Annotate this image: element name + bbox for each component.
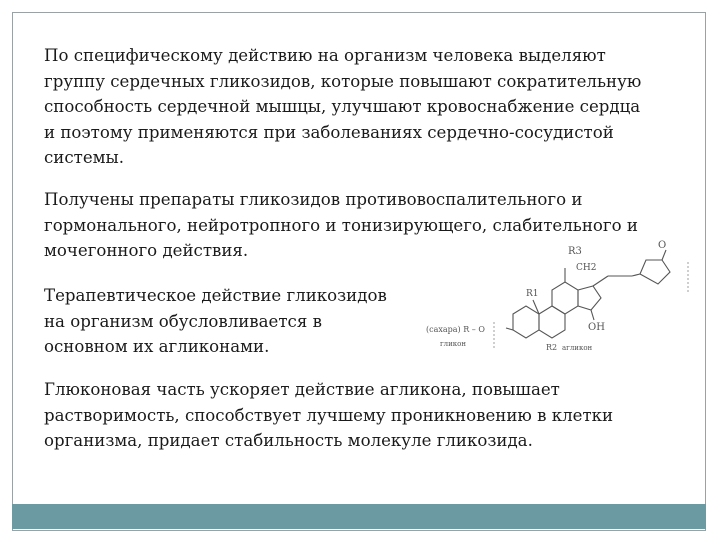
glycoside-structure-diagram — [418, 232, 708, 372]
glycone-label: гликон — [440, 340, 467, 348]
paragraph-glucone-part: Глюконовая часть ускоряет действие агликона, повышает растворимость, способствует лучшему проникновению в клетки организма, придает стабильность молекуле гликозида. — [44, 380, 614, 450]
paragraph-cardiac-glycosides: По специфическому действию на организм человека выделяют группу сердечных гликозидов, которые повышают сократительную способность сердечной мышцы, улучшают кровоснабжение сердца и поэтому применяются при заболеваниях сердечно-сосудистой системы. — [44, 46, 642, 167]
paragraph-glycoside-preparations: Получены препараты гликозидов противовоспалительного и гормонального, нейротропного и тонизирующего, слабительного и мочегонного действия. — [44, 190, 638, 260]
paragraph-therapeutic-action: Терапевтическое действие гликозидов на организм обусловливается в основном их агликонами. — [44, 286, 387, 356]
footer-bar — [12, 504, 706, 529]
oxygen-label: O — [658, 240, 667, 251]
r3-label: R3 — [568, 246, 582, 257]
hydroxyl-label: OH — [588, 322, 605, 333]
r1-label: R1 — [526, 289, 539, 299]
aglycone-label: агликон — [562, 344, 593, 352]
ch2-label: CH2 — [576, 263, 597, 273]
r2-label: R2 — [546, 343, 558, 352]
sugar-label: (сахара) R – O — [426, 325, 485, 334]
